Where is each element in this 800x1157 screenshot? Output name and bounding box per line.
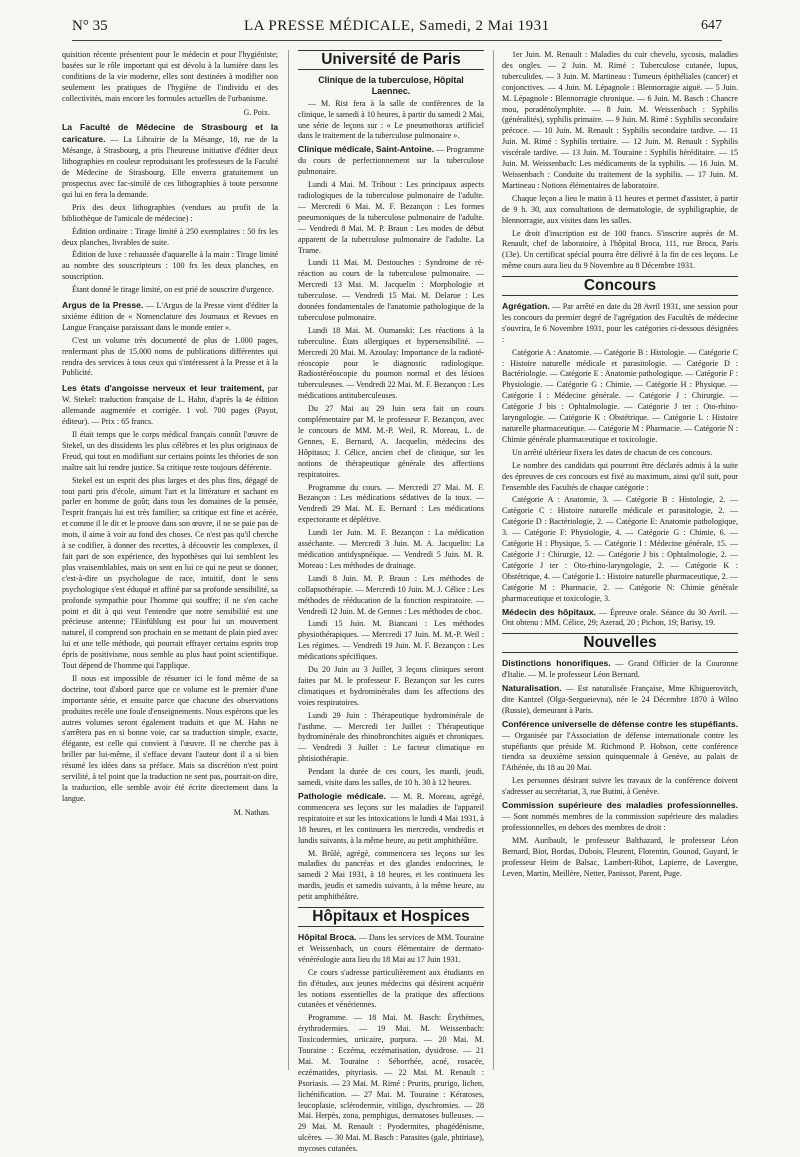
paragraph: Le nombre des candidats qui pourront être déclarés admis à la suite des épreuves de ces concours est fixé au maximum, ainsi qu'il suit, pour l'ensemble des Facultés de chaque catégorie : [502, 460, 738, 492]
article-conference [502, 719, 738, 775]
article-title: Médecin des hôpitaux. [502, 606, 596, 617]
article-title: Conférence universelle de défense contre les stupéfiants. [502, 718, 738, 729]
article-title: La Faculté de Médecine de Strasbourg et la caricature. [62, 122, 278, 145]
section-title-nouvelles: Nouvelles [502, 633, 738, 653]
paragraph: Un arrêté ultérieur fixera les dates de chacun de ces concours. [512, 447, 713, 457]
paragraph: Lundi 11 Mai. M. Destouches : Syndrome de ré-réaction au cours de la tuberculose pulmonaire. — Mercredi 13 Mai. M. Jacquelin : Morphologie et tuberculose. — Vendredi 15 Mai. M. Delarue : Les données fondamentales de l'anatomie pathologique de la tuberculose pulmonaire. [298, 258, 484, 322]
paragraph: Stekel est un esprit des plus larges et des plus fins, dégagé de tout parti pris d'école, aimant l'art et la littérature et sachant en parler en homme de goût; dans tous les domaines de la pensée, l'esprit français lui est très familier; sa critique est fine et acérée, et comme il le dit et le prouve dans son œuvre, il ne se paie pas de mots, il aime à voir au fond des choses. Ce n'est pas qu'il cherche à se codifier, à donner des recettes, à découvrir les complexes, il fait part de son expérience, des hypothèses qui lui semblent les plus vraisemblables, mais on sent en lui ce qui ne peut se donner, c'est-à-dire un psychologue de race, intuitif, dont le sens psychologique s'est éduqué et affiné par sa profonde sensibilité, sa profonde sympathie pour l'homme qui souffre; il ne s'en cache point et dit à qui veut l'entendre que notre sensibilité est une précieuse antenne; l'Einfühlung est pour lui un mouvement naturel, il comprend son prochain en se mettant de plain pied avec lui et une telle méthode, qui pourrait effrayer certains esprits trop épris de positivisme, nous semble au plus haut point scientifique. Tout dépend de l'homme qui l'applique. [62, 475, 278, 671]
article-argus [62, 300, 278, 334]
column-divider [493, 50, 494, 1070]
paragraph: Lundi 4 Mai. M. Tribout : Les principaux aspects radiologiques de la tuberculose pulmonaire de l'adulte. — Mercredi 6 Mai. M. F. Bezançon : Les formes pneumoniques de la tuberculose pulmonaire de l'adulte. — Vendredi 8 Mai. M. P. Braun : Les modes de début apparent de la tuberculose pulmonaire de l'adulte. La Trame. [298, 180, 484, 255]
article-broca [298, 932, 484, 966]
article-body: — M. R. Moreau, agrégé, commencera ses leçons sur les maladies de l'appareil respiratoire et sur les intoxications le lundi 4 Mai 1931, à 18 heures, et les continuera les mercredis, vendredis et lundis suivants, à la même heure, au petit amphithéâtre. [298, 792, 484, 845]
signature: G. Poix. [243, 107, 270, 117]
article-etats-angoisse [62, 383, 278, 428]
paragraph: Catégorie A : Anatomie, 3. — Catégorie B : Histologie, 2. — Catégorie C : Histoire naturelle médicale et parasitologie, 2. — Catégorie D : Bactériologie, 2. — Catégorie E: Anatomie pathologique, 3. — Catégorie F: Physiologie, 4. — Catégorie G : Chimie, 6. — Catégorie H : Physique, 5. — Catégorie I : Médecine générale, 15. — Catégorie J : Chirurgie, 12. — Catégorie J bis : Ophtalmologie, 2. — Catégorie J ter : Oto-rhino-laryngologie, 2. — Catégorie K : Obstétrique, 4. — Catégorie L : Histoire naturelle pharmaceutique, 2. — Catégorie M : Pharmacie, 2. — Catégorie N: Chimie générale pharmaceutique et toxicologie, 3. [502, 495, 738, 603]
paragraph: C'est un volume très documenté de plus de 1.000 pages, renfermant plus de 15.000 noms de publications différentes qui rendra des services à tous ceux qui s'intéressent à la Presse et à la Publicité. [62, 335, 278, 378]
paragraph: Du 20 Juin au 3 Juillet, 3 leçons cliniques seront faites par M. le professeur F. Bezançon sur les cures climatiques et hydrominérales dans les affections des voies respiratoires. [298, 665, 484, 707]
paragraph: Du 27 Mai au 29 Juin sera fait un cours complémentaire par M. le professeur F. Bezançon, avec le concours de MM. M.-P. Weil, R. Moreau, L. de Gennes, E. Bernard, A. Jacquelin, médecins des Hôpitaux; J. Célice, ancien chef de clinique, sur les notions de thérapeutique générale des affections respiratoires. [298, 404, 484, 479]
article-title: Les états d'angoisse nerveux et leur traitement, [62, 383, 265, 394]
paragraph: Lundi 18 Mai. M. Oumanski: Les réactions à la tuberculine. États allergiques et hypersensibilité. — Mercredi 20 Mai. M. Azoulay: Importance de la radioté-réoscopie pour le diagnostic radiologique. Radiostéréoscopie du poumon normal et des lésions tuberculeuses. — Vendredi 22 Mai. M. F. Bezançon : Les médications antituberculeuses. [298, 325, 484, 401]
page-header [72, 18, 722, 41]
paragraph: Programme. — 18 Mai. M. Basch: Érythèmes, érythrodermies. — 19 Mai. M. Weissenbach: Toxicodermies, urticaire, purpura. — 20 Mai. M. Touraine : Eczéma, eczématisation, dysidrose. — 21 Mai. M. Touraine : Séborrhée, acné, rosacée, eczématides, pityriasis. — 22 Mai. M. Renault : Psoriasis. — 23 Mai. M. Rimé : Prurits, prurigo, lichen, lichénification. — 27 Mai. M. Touraine : Kératoses, leucoplasie, sclérodermie, vitiligo, dyschromies. — 28 Mai. Herpès, zona, pemphigus, dermatoses bulleuses. — 29 Mai. M. Renault : Pyodermites, phagédénisme, ulcères. — 30 Mai. M. Basch : Parasites (gale, phtiriase), mycoses cutanées. [298, 1013, 484, 1154]
article-body: par W. Stekel: traduction française de L. Hahn, d'après la 4e édition allemande augmentée et corrigée. 1 vol. 700 pages (Payot, éditeur). — Prix : 65 francs. [62, 384, 278, 427]
paragraph: Lundi 15 Juin. M. Biancani : Les méthodes physiothérapiques. — Mercredi 17 Juin. M. M.-P. Weil : Les régimes. — Vendredi 19 Juin. M. F. Bezançon : Les médications spécifiques. [298, 619, 484, 662]
paragraph: Chaque leçon a lieu le matin à 11 heures et permet d'assister, à partir de 9 h. 30, aux consultations de dermatologie, de syphiligraphie, de blennorragie, aux visites dans les salles. [502, 193, 738, 225]
paragraph: MM. Auribault, le professeur Balthazard, le professeur Léon Bernard, Biot, Bordas, Dubois, Fleurent, Florentin, Gounod, Guyard, le professeur Heim de Balsac, Lambert-Ribot, Lapierre, de Lavergne, Leven, Martin, Meillère, Netter, Panissot, Parent, Puge. [502, 835, 738, 878]
article-body: — La Librairie de la Mésange, 18, rue de la Mésange, à Strasbourg, a pris l'heureuse initiative d'éditer deux lithographies en couleur reproduisant les professeurs de la Faculté de Médecine de Strasbourg. Elle enverra gratuitement un prospectus avec fac-similé de ces lithographies à toute personne qui lui en fera la demande. [62, 135, 278, 199]
article-body: — Programme du cours de perfectionnement sur la tuberculose pulmonaire. [298, 145, 485, 177]
paragraph: 1er Juin. M. Renault : Maladies du cuir chevelu, sycosis, maladies des ongles. — 2 Juin. M. Rimé : Tuberculose cutanée, lupus, tuberculides. — 3 Juin. M. Martineau : Tumeurs épithéliales (cancer) et conjonctives. — 4 Juin. M. Lépagnole : Blennorragie aiguë. — 5 Juin. M. Lépagnole : Blennorragie chronique. — 6 Juin. M. Basch : Chancre mou, poradénolymphite. — 8 Juin. M. Weissenbach : Syphilis (généralités), syphilis primaire. — 9 Juin. M. Rimé : Syphilis secondaire précoce. — 10 Juin. M. Renault : Syphilis secondaire tardive. — 11 Juin. M. Rimé : Syphilis tertiaire. — 12 Juin. M. Renault : Syphilis viscérale tardive. — 13 Juin. M. Touraine : Syphilis héréditaire. — 15 Juin. M. Weissenbach: Les médicaments de la syphilis. — 16 Juin. M. Weissenbach : Conduite du traitement de la syphilis. — 17 Juin. M. Martineau : Notions élémentaires de laboratoire. [502, 50, 738, 190]
article-tail: quisition récente présentent pour le médecin et pour l'hygiéniste; basées sur le rôle important qui est dévolu à la lumière dans les conditions de la vie moderne, elles sont destinées à modifier non seulement les pratiques de l'hygiène de l'individu et des collectivités, mais encore les formules actuelles de l'urbanisme. [62, 50, 278, 103]
article-title: Argus de la Presse. [62, 300, 144, 311]
article-title: Clinique médicale, Saint-Antoine. [298, 144, 435, 155]
article-title: Distinctions honorifiques. [502, 658, 611, 669]
paragraph: Les personnes désirant suivre les travaux de la conférence doivent s'adresser au secrétariat, 3, rue Butini, à Genève. [502, 776, 738, 797]
paragraph: Ce cours s'adresse particulièrement aux étudiants en fin d'études, aux jeunes médecins qui désirent acquérir les notions essentielles de la pratique des affections cutanées et vénériennes. [298, 967, 484, 1010]
article-pathologie [298, 791, 484, 847]
paragraph: Programme du cours. — Mercredi 27 Mai. M. F. Bezançon : Les médications sédatives de la toux. — Vendredi 29 Mai. M. E. Bernard : Les médications expectorante et déplétive. [298, 482, 484, 525]
article-title: Commission supérieure des maladies professionnelles. [502, 800, 738, 811]
article-body: — Organisée par l'Association de défense internationale contre les stupéfiants que préside M. Richmond P. Hobson, cette conférence tiendra sa deuxième session quinquennale à Genève, au palais de l'Athénée, du 18 au 20 Mai. [502, 730, 738, 773]
paragraph: Étant donné le tirage limité, on est prié de souscrire d'urgence. [72, 285, 274, 295]
article-title: Agrégation. [502, 301, 550, 312]
paragraph: — M. Rist fera à la salle de conférences de la clinique, le samedi à 10 heures, à partir du samedi 2 Mai, une série de leçons sur : « Le pneumothorax artificiel dans le traitement de la tuberculose pulmonaire ». [298, 98, 484, 141]
paragraph: Catégorie A : Anatomie. — Catégorie B : Histologie. — Catégorie C : Histoire naturelle médicale et parasitologie. — Catégorie D : Bactériologie. — Catégorie E : Anatomie pathologique. — Catégorie F : Physiologie. — Catégorie G : Chimie. — Catégorie H : Physique. — Catégorie I : Médecine générale. — Catégorie J : Chirurgie. — Catégorie J bis : Ophtalmologie. — Catégorie J ter : Oto-rhino-laryngologie. — Catégorie K : Obstétrique. — Catégorie L : Histoire naturelle pharmaceutique. — Catégorie M : Pharmacie. — Catégorie N : Chimie générale pharmaceutique et toxicologie. [502, 347, 738, 444]
article-body: — L'Argus de la Presse vient d'éditer la sixième édition de « Nomenclature des Journaux et Revues en Langue Française paraissant dans le monde entier ». [62, 301, 278, 332]
article-commission [502, 800, 738, 834]
column-3 [502, 50, 738, 881]
article-agregation [502, 301, 738, 346]
column-divider [288, 50, 289, 1070]
paragraph: M. Brûlé, agrégé, commencera ses leçons sur les maladies du pancréas et des glandes endocrines, le samedi 2 Mai 1931, à 18 heures, et les continuera les mardis, jeudis et samedis suivants, à la même heure, au petit amphithéâtre. [298, 848, 484, 902]
section-title-concours: Concours [502, 276, 738, 296]
paragraph: Lundi 1er Juin. M. F. Bezançon : La médication asséchante. — Mercredi 3 Juin. M. A. Jacquelin: La médication antidyspnéique. — Vendredi 5 Juin. M. R. Moreau : Les méthodes de drainage. [298, 528, 484, 570]
page-number: 647 [701, 18, 722, 33]
paragraph: Il était temps que le corps médical français connût l'œuvre de Stekel, un des dissidents les plus célèbres et les plus originaux de Freud, qui tout en modifiant sur certains points les théories de son maître sait lui rendre justice. Sa critique reste toujours déférente. [62, 430, 278, 472]
article-naturalisation [502, 683, 738, 717]
article-title: Hôpital Broca. [298, 931, 357, 942]
journal-title: LA PRESSE MÉDICALE, Samedi, 2 Mai 1931 [244, 18, 550, 34]
issue-number: N° 35 [72, 18, 108, 34]
signature: M. Nathan. [233, 807, 270, 817]
article-title: Naturalisation. [502, 683, 562, 694]
article-body: — Est naturalisée Française, Mme Khiguerovitch, dite Kantzel (Olga-Sergueievna), née le 24 Décembre 1870 à Wilno (Russie), demeurant à Paris. [502, 684, 738, 715]
paragraph: Édition de luxe : rehaussée d'aquarelle à la main : Tirage limité au nombre des souscripteurs : 100 frs les deux planches, en souscription. [62, 250, 278, 282]
article-body: — Épreuve orale. Séance du 30 Avril. — Ont obtenu : MM. Célice, 29; Azerad, 20 ; Pichon, 19; Barisy, 19. [502, 607, 738, 628]
paragraph: Lundi 8 Juin. M. P. Braun : Les méthodes de collapsothérapie. — Mercredi 10 Juin. M. J. Célice : Les méthodes de rééducation de la fonction respiratoire. — Vendredi 12 Juin. M. de Gennes : Les méthodes de choc. [298, 573, 484, 616]
article-medecin-hopitaux [502, 607, 738, 630]
article-distinctions [502, 658, 738, 681]
article-body: — Sont nommés membres de la commission supérieure des maladies professionnelles, en dehors des membres de droit : [502, 812, 738, 832]
paragraph: Lundi 29 Juin : Thérapeutique hydrominérale de l'asthme. — Mercredi 1er Juillet : Thérapeutique hydrominérale des rhinobronchites aiguës et chroniques. — Vendredi 3 Juillet : Le facteur climatique en phtisiothérapie. [298, 710, 484, 764]
paragraph: Le droit d'inscription est de 100 francs. S'inscrire auprès de M. Renault, chef de laboratoire, à l'hôpital Broca, 111, rue Broca, Paris (13e). Un certificat spécial pourra être délivré à la fin de ces leçons. Le même cours aura lieu du 9 Novembre au 8 Décembre 1931. [502, 228, 738, 271]
section-title-hopitaux: Hôpitaux et Hospices [298, 907, 484, 927]
paragraph: Édition ordinaire : Tirage limité à 250 exemplaires : 50 frs les deux planches, livrables de suite. [62, 226, 278, 247]
column-2 [298, 50, 484, 1157]
article-body: — Grand Officier de la Couronne d'Italie. — M. le professeur Léon Bernard. [502, 659, 738, 680]
article-strasbourg [62, 122, 278, 200]
paragraph: Il nous est impossible de résumer ici le fond même de sa doctrine, tout d'abord parce que ce volume est le premier d'une importante série, et ensuite parce que chacune des observations produites recèle une foule d'enseignements. Nous espérons que les autres volumes seront également traduits et que M. Hahn ne s'arrêtera pas en si bonne voie, car sa traduction simple, exacte, élégante, est celle qui convient à l'œuvre. Il ne cherche pas à briller par lui-même, il s'efface devant l'auteur dont il a si bien résumé les idées dans sa préface. Mais sa discrétion n'est point servilité, à tel point que la traduction ne sent pas, pourrait-on dire, la traduction, elle semble avoir été écrite directement dans la langue. [62, 673, 278, 803]
article-body: — Dans les services de MM. Touraine et Weissenbach, un cours élémentaire de dermato-vénéréologie aura lieu du 18 Mai au 17 Juin 1931. [298, 932, 485, 964]
article-title: Clinique de la tuberculose, Hôpital Laennec. [318, 74, 464, 96]
column-1 [62, 50, 278, 823]
paragraph: Prix des deux lithographies (vendues au profit de la bibliothèque de l'amicale de médecine) : [62, 202, 278, 223]
article-body: — Par arrêté en date du 28 Avril 1931, une session pour les concours du premier degré de l'agrégation des Facultés de médecine s'ouvrira, le 6 Novembre 1931, pour les catégories ci-dessous désignées : [502, 302, 738, 344]
article-title: Pathologie médicale. [298, 791, 386, 801]
article-saint-antoine [298, 144, 484, 178]
paragraph: Pendant la durée de ces cours, les mardi, jeudi, samedi, visite dans les salles, de 10 h. 30 à 12 heures. [298, 767, 484, 788]
section-title-universite: Université de Paris [298, 50, 484, 70]
